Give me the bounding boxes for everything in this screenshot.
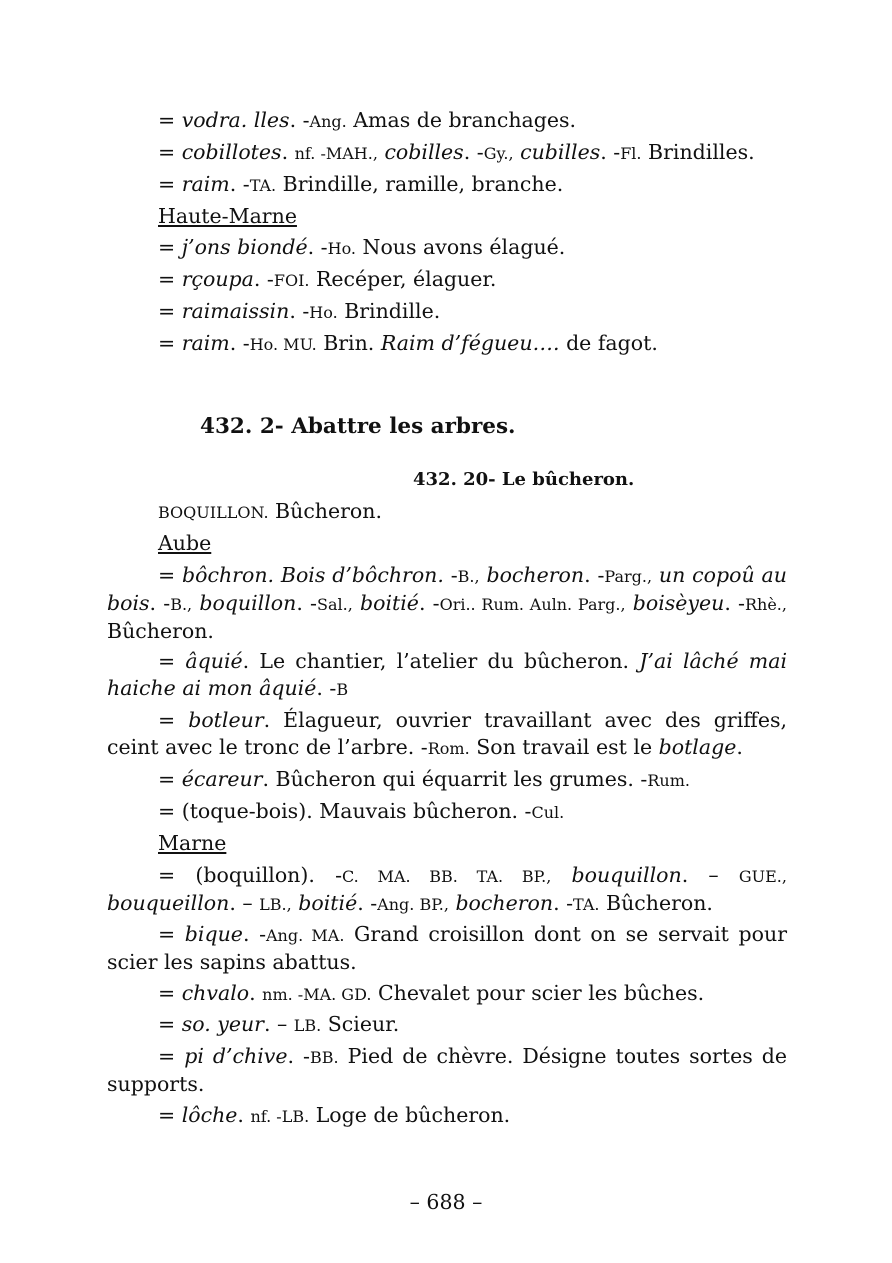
- entry-cobillotes: = cobillotes. nf. -MAH., cobilles. -Gy., cubilles. -Fl. Brindilles.: [158, 140, 755, 164]
- entry-ecareur: = écareur. Bûcheron qui équarrit les grumes. -Rum.: [158, 767, 690, 791]
- entry-botleur: = botleur. Élagueur, ouvrier travaillant avec des griffes, ceint avec le tronc de l’arbre. -Rom. Son travail est le botlage.: [107, 708, 787, 759]
- region-haute-marne: Haute-Marne: [158, 204, 297, 228]
- entry-rcoupa: = rçoupa. -FOI. Recéper, élaguer.: [158, 267, 497, 291]
- section-heading: 432. 2- Abattre les arbres.: [200, 414, 516, 439]
- entry-vodra: = vodra. lles. -Ang. Amas de branchages.: [158, 108, 577, 132]
- entry-bique: = bique. -Ang. MA. Grand croisillon dont on se servait pour scier les sapins abattus.: [107, 922, 787, 974]
- entry-chvalo: = chvalo. nm. -MA. GD. Chevalet pour scier les bûches.: [158, 981, 705, 1005]
- entry-raim-ta: = raim. -TA. Brindille, ramille, branche.: [158, 172, 564, 196]
- entry-boquillon-marne: = (boquillon). -C. MA. BB. TA. BP., bouquillon. – GUE., bouqueillon. – LB., boitié. -Ang. BP., bocheron. -TA. Bûcheron.: [107, 863, 787, 915]
- entry-jons-bionde: = j’ons biondé. -Ho. Nous avons élagué.: [158, 235, 566, 259]
- entry-raim-ho: = raim. -Ho. MU. Brin. Raim d’fégueu…. de fagot.: [158, 331, 658, 355]
- entry-raimaissin: = raimaissin. -Ho. Brindille.: [158, 299, 441, 323]
- region-aube: Aube: [158, 531, 212, 555]
- entry-loche: = lôche. nf. -LB. Loge de bûcheron.: [158, 1103, 511, 1127]
- entry-bochron: = bôchron. Bois d’bôchron. -B., bocheron. -Parg., un copoû au bois. -B., boquillon. -Sal., boitié. -Ori.. Rum. Auln. Parg., boisèyeu. -Rhè., Bûcheron.: [107, 563, 787, 643]
- entry-pi-dchive: = pi d’chive. -BB. Pied de chèvre. Désigne toutes sortes de supports.: [107, 1044, 787, 1096]
- subsection-heading: 432. 20- Le bûcheron.: [413, 469, 635, 490]
- entry-boquillon: BOQUILLON. Bûcheron.: [158, 499, 382, 523]
- entry-toque-bois: = (toque-bois). Mauvais bûcheron. -Cul.: [158, 799, 565, 823]
- page-number: – 688 –: [409, 1190, 483, 1214]
- region-marne: Marne: [158, 831, 227, 855]
- entry-so-yeur: = so. yeur. – LB. Scieur.: [158, 1012, 400, 1036]
- entry-aquie: = âquié. Le chantier, l’atelier du bûcheron. J’ai lâché mai haiche ai mon âquié. -B: [107, 649, 787, 700]
